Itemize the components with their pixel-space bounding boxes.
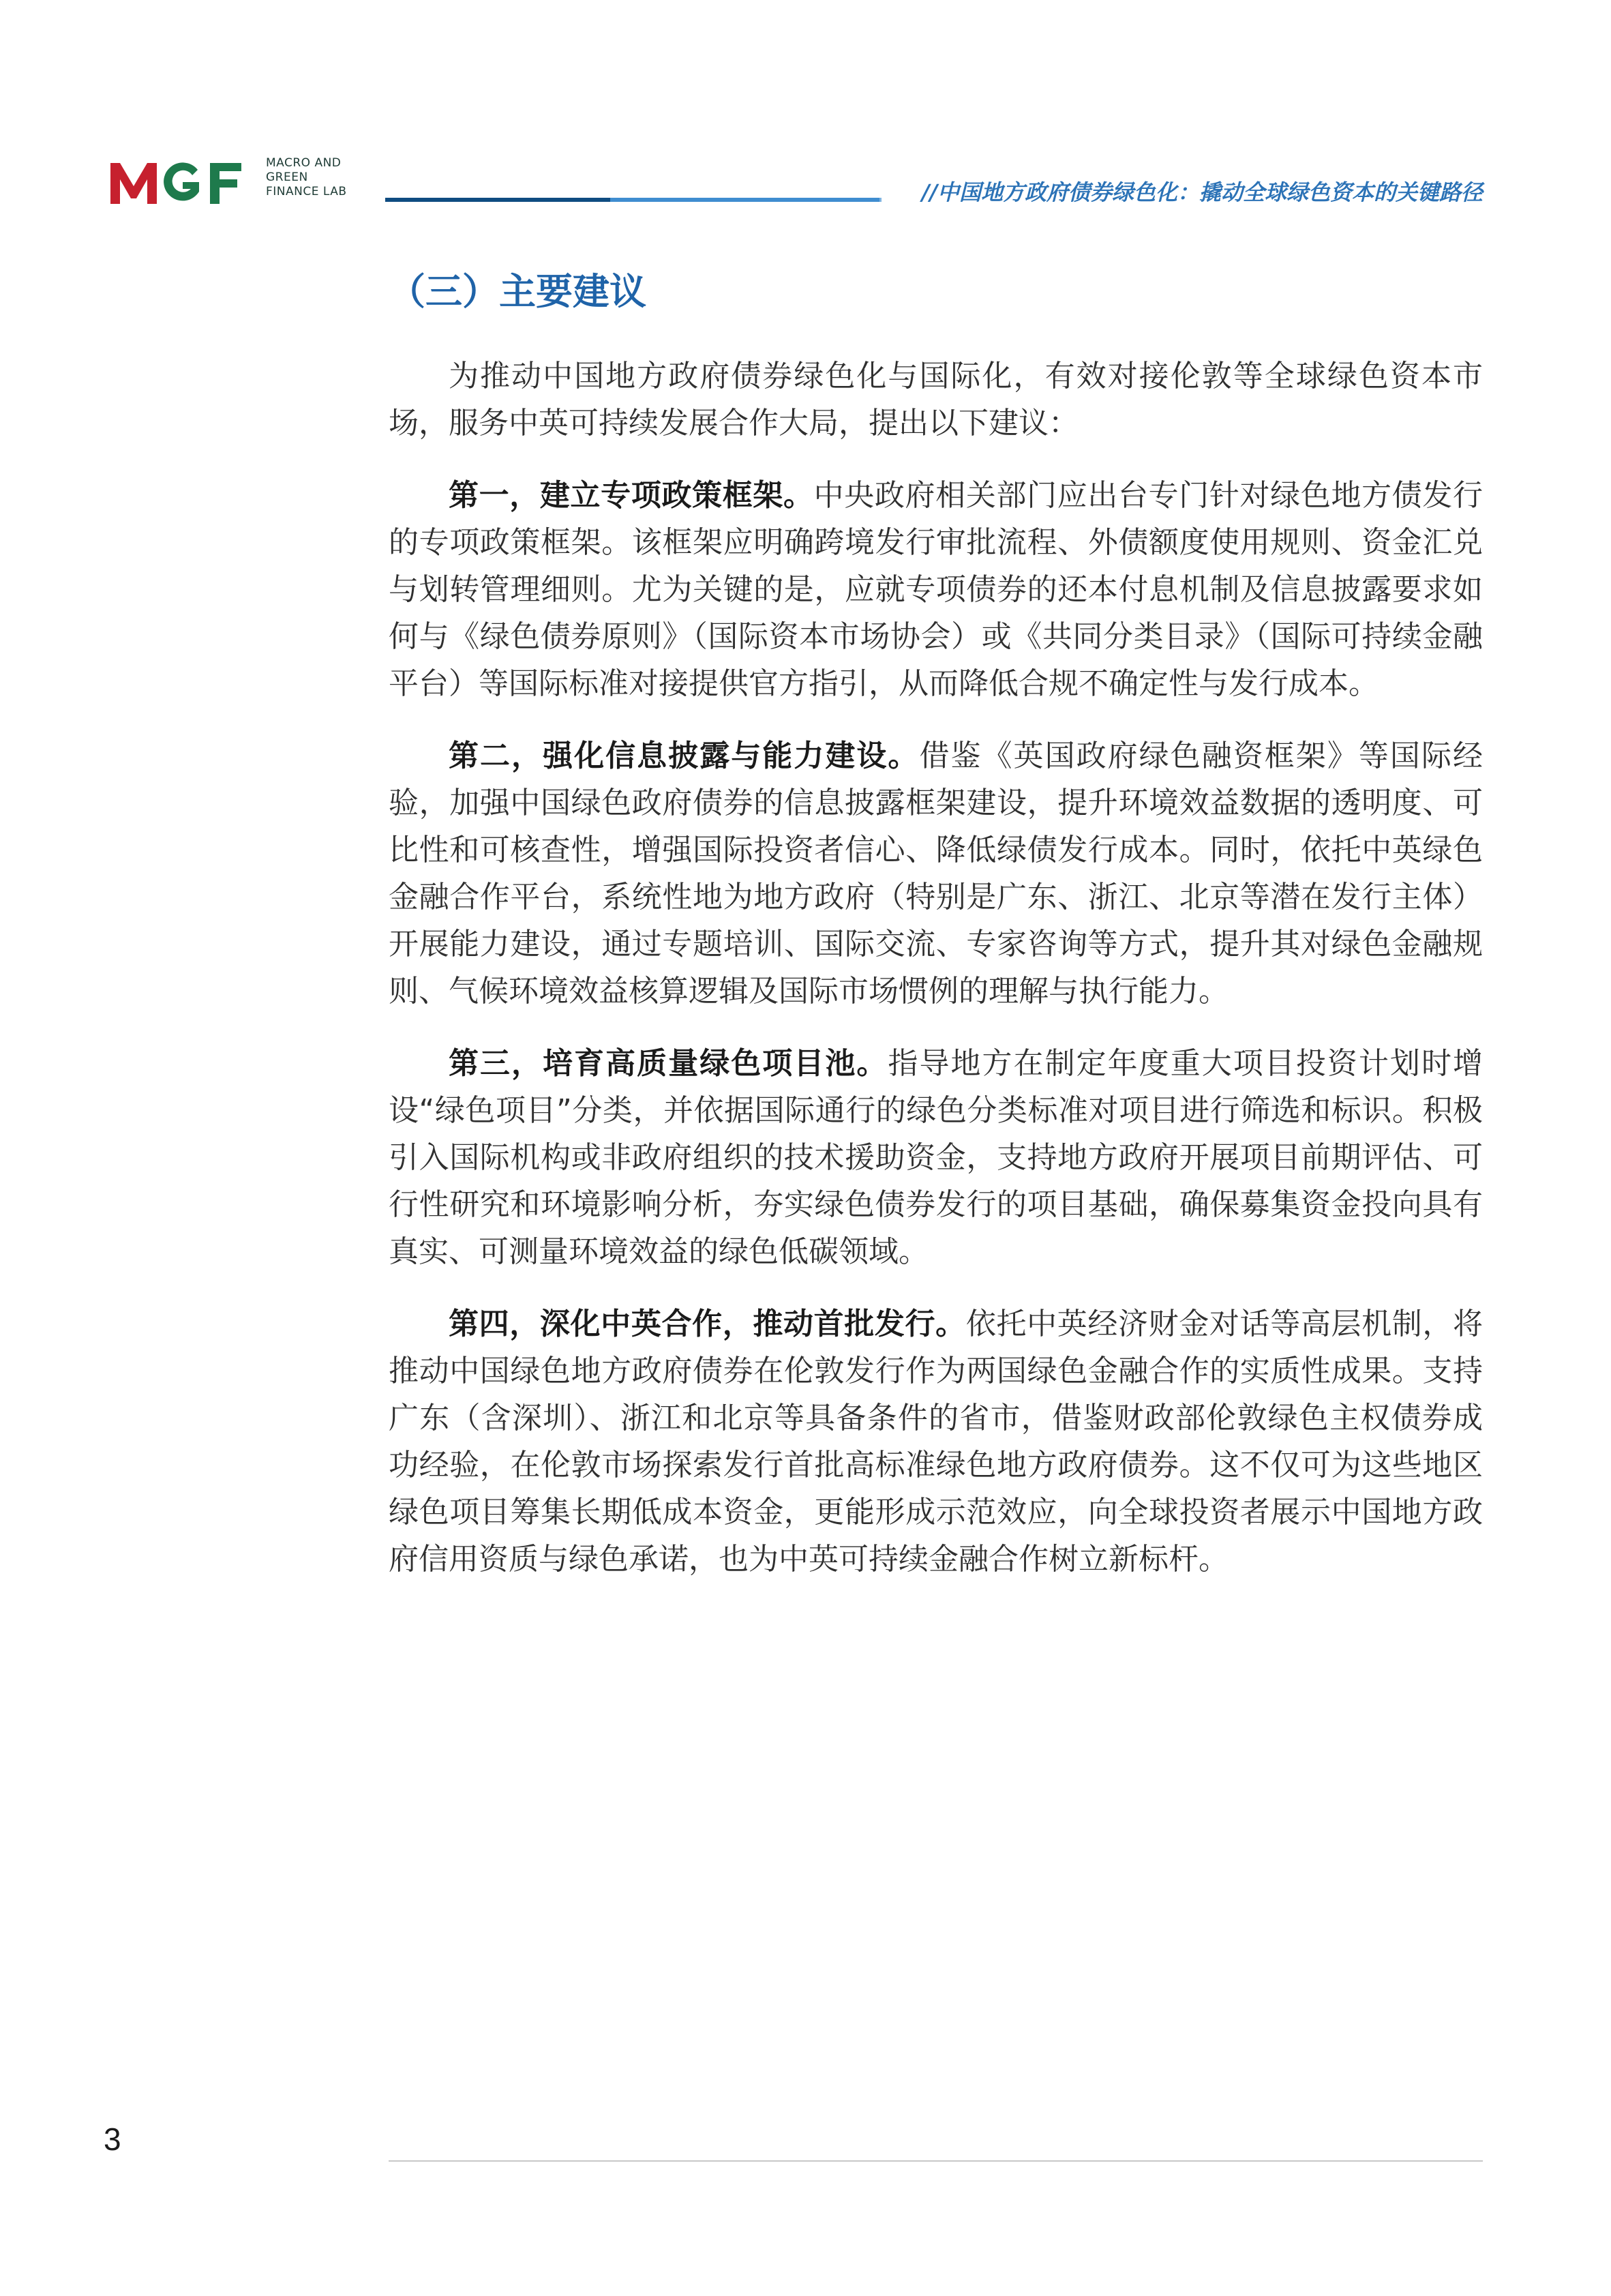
header-rule-dark (385, 198, 610, 202)
intro-paragraph (389, 353, 1483, 447)
recommendation-text: 中央政府相关部门应出台专门针对绿色地方债发行的专项政策框架。该框架应明确跨境发行审批流程、外债额度使用规则、资金汇兑与划转管理细则。尤为关键的是，应就专项债券的还本付息机制及信息披露要求如何与《绿色债券原则》（国际资本市场协会）或《共同分类目录》（国际可持续金融平台）等国际标准对接提供官方指引，从而降低合规不确定性与发行成本。 (389, 478, 1484, 701)
page-number: 3 (104, 2121, 121, 2157)
recommendation-text: 借鉴《英国政府绿色融资框架》等国际经验，加强中国绿色政府债券的信息披露框架建设，提升环境效益数据的透明度、可比性和可核查性，增强国际投资者信心、降低绿债发行成本。同时，依托中英绿色金融合作平台，系统性地为地方政府（特别是广东、浙江、北京等潜在发行主体）开展能力建设，通过专题培训、国际交流、专家咨询等方式，提升其对绿色金融规则、气候环境效益核算逻辑及国际市场惯例的理解与执行能力。 (389, 739, 1483, 1009)
section-heading: （三）主要建议 (389, 270, 646, 313)
recommendation-text: 依托中英经济财金对话等高层机制，将推动中国绿色地方政府债券在伦敦发行作为两国绿色金融合作的实质性成果。支持广东（含深圳）、浙江和北京等具备条件的省市，借鉴财政部伦敦绿色主权债券成功经验，在伦敦市场探索发行首批高标准绿色地方政府债券。这不仅可为这些地区绿色项目筹集长期低成本资金，更能形成示范效应，向全球投资者展示中国地方政府信用资质与绿色承诺，也为中英可持续金融合作树立新标杆。 (389, 1307, 1484, 1577)
header-rule-light (610, 198, 879, 202)
logo-lab-name (266, 156, 382, 199)
running-title: //中国地方政府债券绿色化：撬动全球绿色资本的关键路径 (921, 179, 1483, 205)
body-text (389, 353, 1483, 1608)
recommendation-4 (389, 1300, 1483, 1583)
paragraph-text: 为推动中国地方政府债券绿色化与国际化，有效对接伦敦等全球绿色资本市场，服务中英可持续发展合作大局，提出以下建议： (389, 359, 1483, 441)
mgf-logo-mark (108, 159, 260, 205)
recommendation-lead: 第三，培育高质量绿色项目池。 (449, 1046, 888, 1081)
header-rule-accent (879, 198, 882, 202)
recommendation-3 (389, 1040, 1483, 1275)
recommendation-lead: 第二，强化信息披露与能力建设。 (449, 739, 920, 773)
logo-line-2: GREEN (266, 170, 308, 184)
recommendation-lead: 第四，深化中英合作，推动首批发行。 (449, 1307, 966, 1341)
recommendation-2 (389, 732, 1483, 1015)
footer-rule (389, 2160, 1483, 2162)
recommendation-1 (389, 472, 1483, 707)
logo-line-3: FINANCE LAB (266, 185, 347, 198)
recommendation-text: 指导地方在制定年度重大项目投资计划时增设“绿色项目”分类，并依据国际通行的绿色分类标准对项目进行筛选和标识。积极引入国际机构或非政府组织的技术援助资金，支持地方政府开展项目前期评估、可行性研究和环境影响分析，夯实绿色债券发行的项目基础，确保募集资金投向具有真实、可测量环境效益的绿色低碳领域。 (389, 1046, 1483, 1269)
logo-line-1: MACRO AND (266, 156, 342, 170)
recommendation-lead: 第一，建立专项政策框架。 (449, 478, 814, 513)
